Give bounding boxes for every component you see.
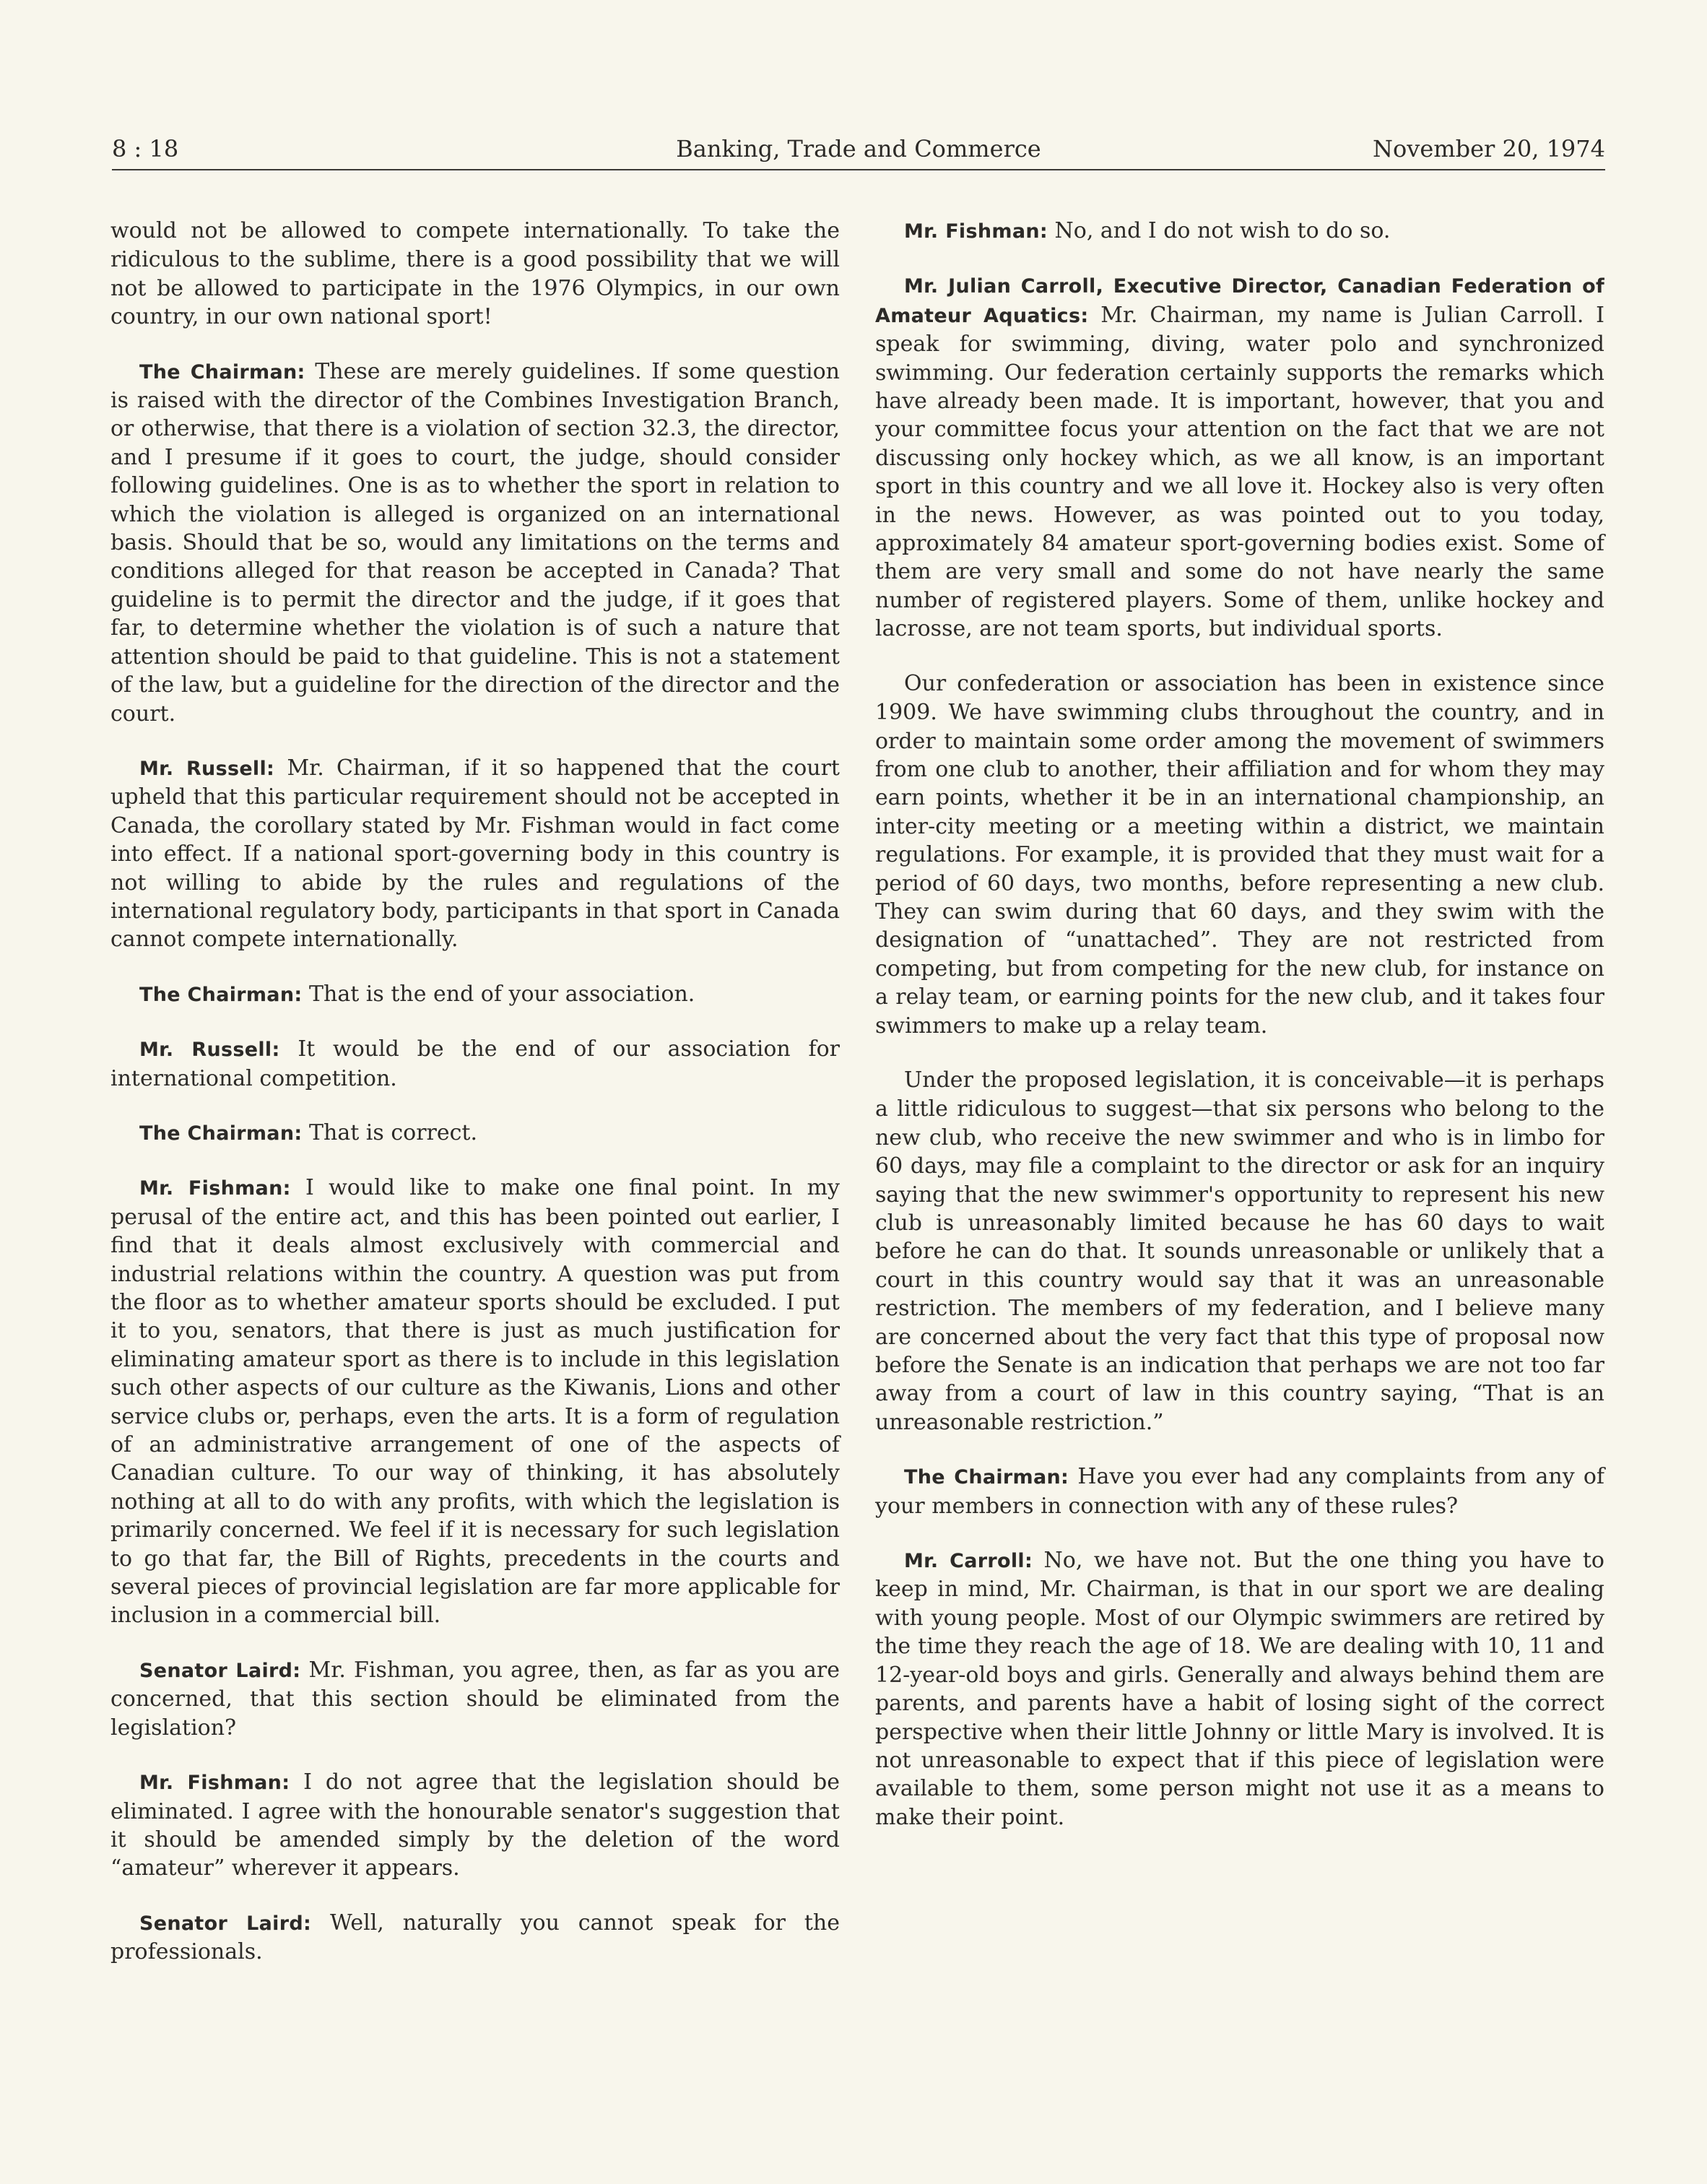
paragraph-text: I would like to make one final point. In my perusal of the entire act, and this has been pointed out earlier, I find that it deals almost exclusively with commercial and industrial relations within the country. A question was put from the floor as to whether amateur sports should be excluded. I put it to you, senators, that there is just as much justification for eliminating amateur sport as there is to include in this legislation such other aspects of our culture as the Kiwanis, Lions and other service clubs or, perhaps, even the arts. It is a form of regulation of an administrative arrangement of one of the aspects of Canadian culture. To our way of thinking, it has absolutely nothing at all to do with any profits, with which the legislation is primarily concerned. We feel if it is necessary for such legislation to go that far, the Bill of Rights, precedents in the courts and several pieces of provincial legislation are far more applicable for inclusion in a commercial bill.	[110, 1175, 840, 1629]
paragraph	[110, 1909, 840, 1967]
speaker-label: The Chairman:	[904, 1466, 1069, 1489]
paragraph	[110, 754, 840, 954]
publication-title: Banking, Trade and Commerce	[676, 135, 1041, 162]
paragraph-text: That is correct.	[302, 1119, 478, 1145]
speaker-label: Mr. Russell:	[139, 757, 275, 780]
right-column	[875, 217, 1604, 1858]
paragraph	[110, 980, 840, 1009]
paragraph-text: Mr. Chairman, if it so happened that the court upheld that this particular requirement should not be accepted in Canada, the corollary stated by Mr. Fishman would in fact come into effect. If a national sport-governing body in this country is not willing to abide by the rules and regulations of the international regulatory body, participants in that sport in Canada cannot compete internationally.	[110, 755, 840, 953]
paragraph-text: Our confederation or association has been in existence since 1909. We have swimming clubs throughout the country, and in order to maintain some order among the movement of swimmers from one club to another, their affiliation and for whom they may earn points, whether it be in an international championship, an inter-city meeting or a meeting within a district, we maintain regulations. For example, it is provided that they must wait for a period of 60 days, two months, before representing a new club. They can swim during that 60 days, and they swim with the designation of “unattached”. They are not restricted from competing, but from competing for the new club, for instance on a relay team, or earning points for the new club, and it takes four swimmers to make up a relay team.	[875, 670, 1604, 1039]
paragraph-text: No, and I do not wish to do so.	[1047, 218, 1391, 243]
paragraph-text: These are merely guidelines. If some question is raised with the director of the Combines Investigation Branch, or otherwise, that there is a violation of section 32.3, the director, and I presume if it goes to court, the judge, should consider following guidelines. One is as to whether the sport in relation to which the violation is alleged is organized on an international basis. Should that be so, would any limitations on the terms and conditions alleged for that reason be accepted in Canada? That guideline is to permit the director and the judge, if it goes that far, to determine whether the violation is of such a nature that attention should be paid to that guideline. This is not a statement of the law, but a guideline for the direction of the director and the court.	[110, 358, 840, 727]
speaker-label: The Chairman:	[139, 983, 303, 1006]
paragraph-text: Mr. Chairman, my name is Julian Carroll. I speak for swimming, diving, water polo and synchronized swimming. Our federation certainly supports the remarks which have already been made. It is important, however, that you and your committee focus your attention on the fact that we are not discussing only hockey which, as we all know, is an important sport in this country and we all love it. Hockey also is very often in the news. However, as was pointed out to you today, approximately 84 amateur sport-governing bodies exist. Some of them are very small and some do not have nearly the same number of registered players. Some of them, unlike hockey and lacrosse, are not team sports, but individual sports.	[875, 302, 1604, 642]
speaker-label: The Chairman:	[139, 360, 305, 384]
paragraph-text: Well, naturally you cannot speak for the professionals.	[110, 1910, 840, 1965]
speaker-label: Mr. Russell:	[139, 1039, 280, 1062]
page-number: 8 : 18	[112, 135, 179, 162]
paragraph	[875, 670, 1604, 1040]
paragraph-text: Mr. Fishman, you agree, then, as far as you are concerned, that this section should be eliminated from the legislation?	[110, 1657, 840, 1741]
paragraph	[875, 1546, 1604, 1832]
paragraph-text: I do not agree that the legislation should be eliminated. I agree with the honourable senator's suggestion that it should be amended simply by the deletion of the word “amateur” wherever it appears.	[110, 1769, 840, 1881]
paragraph	[110, 358, 840, 728]
paragraph	[875, 1462, 1604, 1520]
paragraph	[110, 1035, 840, 1093]
speaker-label: Mr. Fishman:	[904, 220, 1048, 243]
paragraph-text: Under the proposed legislation, it is conceivable—it is perhaps a little ridiculous to suggest—that six persons who belong to the new club, who receive the new swimmer and who is in limbo for 60 days, may file a complaint to the director or ask for an inquiry saying that the new swimmer's opportunity to represent his new club is unreasonably limited because he has 60 days to wait before he can do that. It sounds unreasonable or unlikely that a court in this country would say that it was an unreasonable restriction. The members of my federation, and I believe many are concerned about the very fact that this type of proposal now before the Senate is an indication that perhaps we are not too far away from a court of law in this country saying, “That is an unreasonable restriction.”	[875, 1067, 1604, 1435]
speaker-label: Mr. Julian Carroll, Executive Director, Canadian Federation of Amateur Aquatics:	[875, 275, 1604, 327]
speaker-label: The Chairman:	[139, 1122, 303, 1145]
paragraph	[110, 217, 840, 332]
paragraph	[110, 1174, 840, 1630]
speaker-label: Senator Laird:	[139, 1659, 301, 1682]
paragraph-text: That is the end of your association.	[302, 981, 695, 1007]
paragraph-text: Have you ever had any complaints from any of your members in connection with any of these rules?	[875, 1464, 1605, 1519]
paragraph	[110, 1768, 840, 1883]
paragraph	[875, 1066, 1604, 1436]
paragraph	[875, 217, 1604, 246]
speaker-label: Senator Laird:	[139, 1912, 312, 1935]
speaker-label: Mr. Fishman:	[139, 1772, 290, 1795]
header-rule	[112, 169, 1605, 170]
paragraph-text: would not be allowed to compete internationally. To take the ridiculous to the sublime, there is a good possibility that we will not be allowed to participate in the 1976 Olympics, in our own country, in our own national sport!	[110, 218, 840, 330]
paragraph-text: It would be the end of our association for international competition.	[110, 1036, 840, 1091]
paragraph	[110, 1119, 840, 1148]
paragraph	[875, 272, 1604, 643]
paragraph-text: No, we have not. But the one thing you have to keep in mind, Mr. Chairman, is that in our sport we are dealing with young people. Most of our Olympic swimmers are retired by the time they reach the age of 18. We are dealing with 10, 11 and 12-year-old boys and girls. Generally and always behind them are parents, and parents have a habit of losing sight of the correct perspective when their little Johnny or little Mary is involved. It is not unreasonable to expect that if this piece of legislation were available to them, some person might not use it as a means to make their point.	[875, 1548, 1604, 1830]
publication-date: November 20, 1974	[1372, 135, 1605, 162]
speaker-label: Mr. Carroll:	[904, 1550, 1033, 1573]
left-column	[110, 217, 840, 1993]
speaker-label: Mr. Fishman:	[139, 1177, 291, 1200]
paragraph	[110, 1656, 840, 1742]
page-header	[112, 129, 1605, 169]
